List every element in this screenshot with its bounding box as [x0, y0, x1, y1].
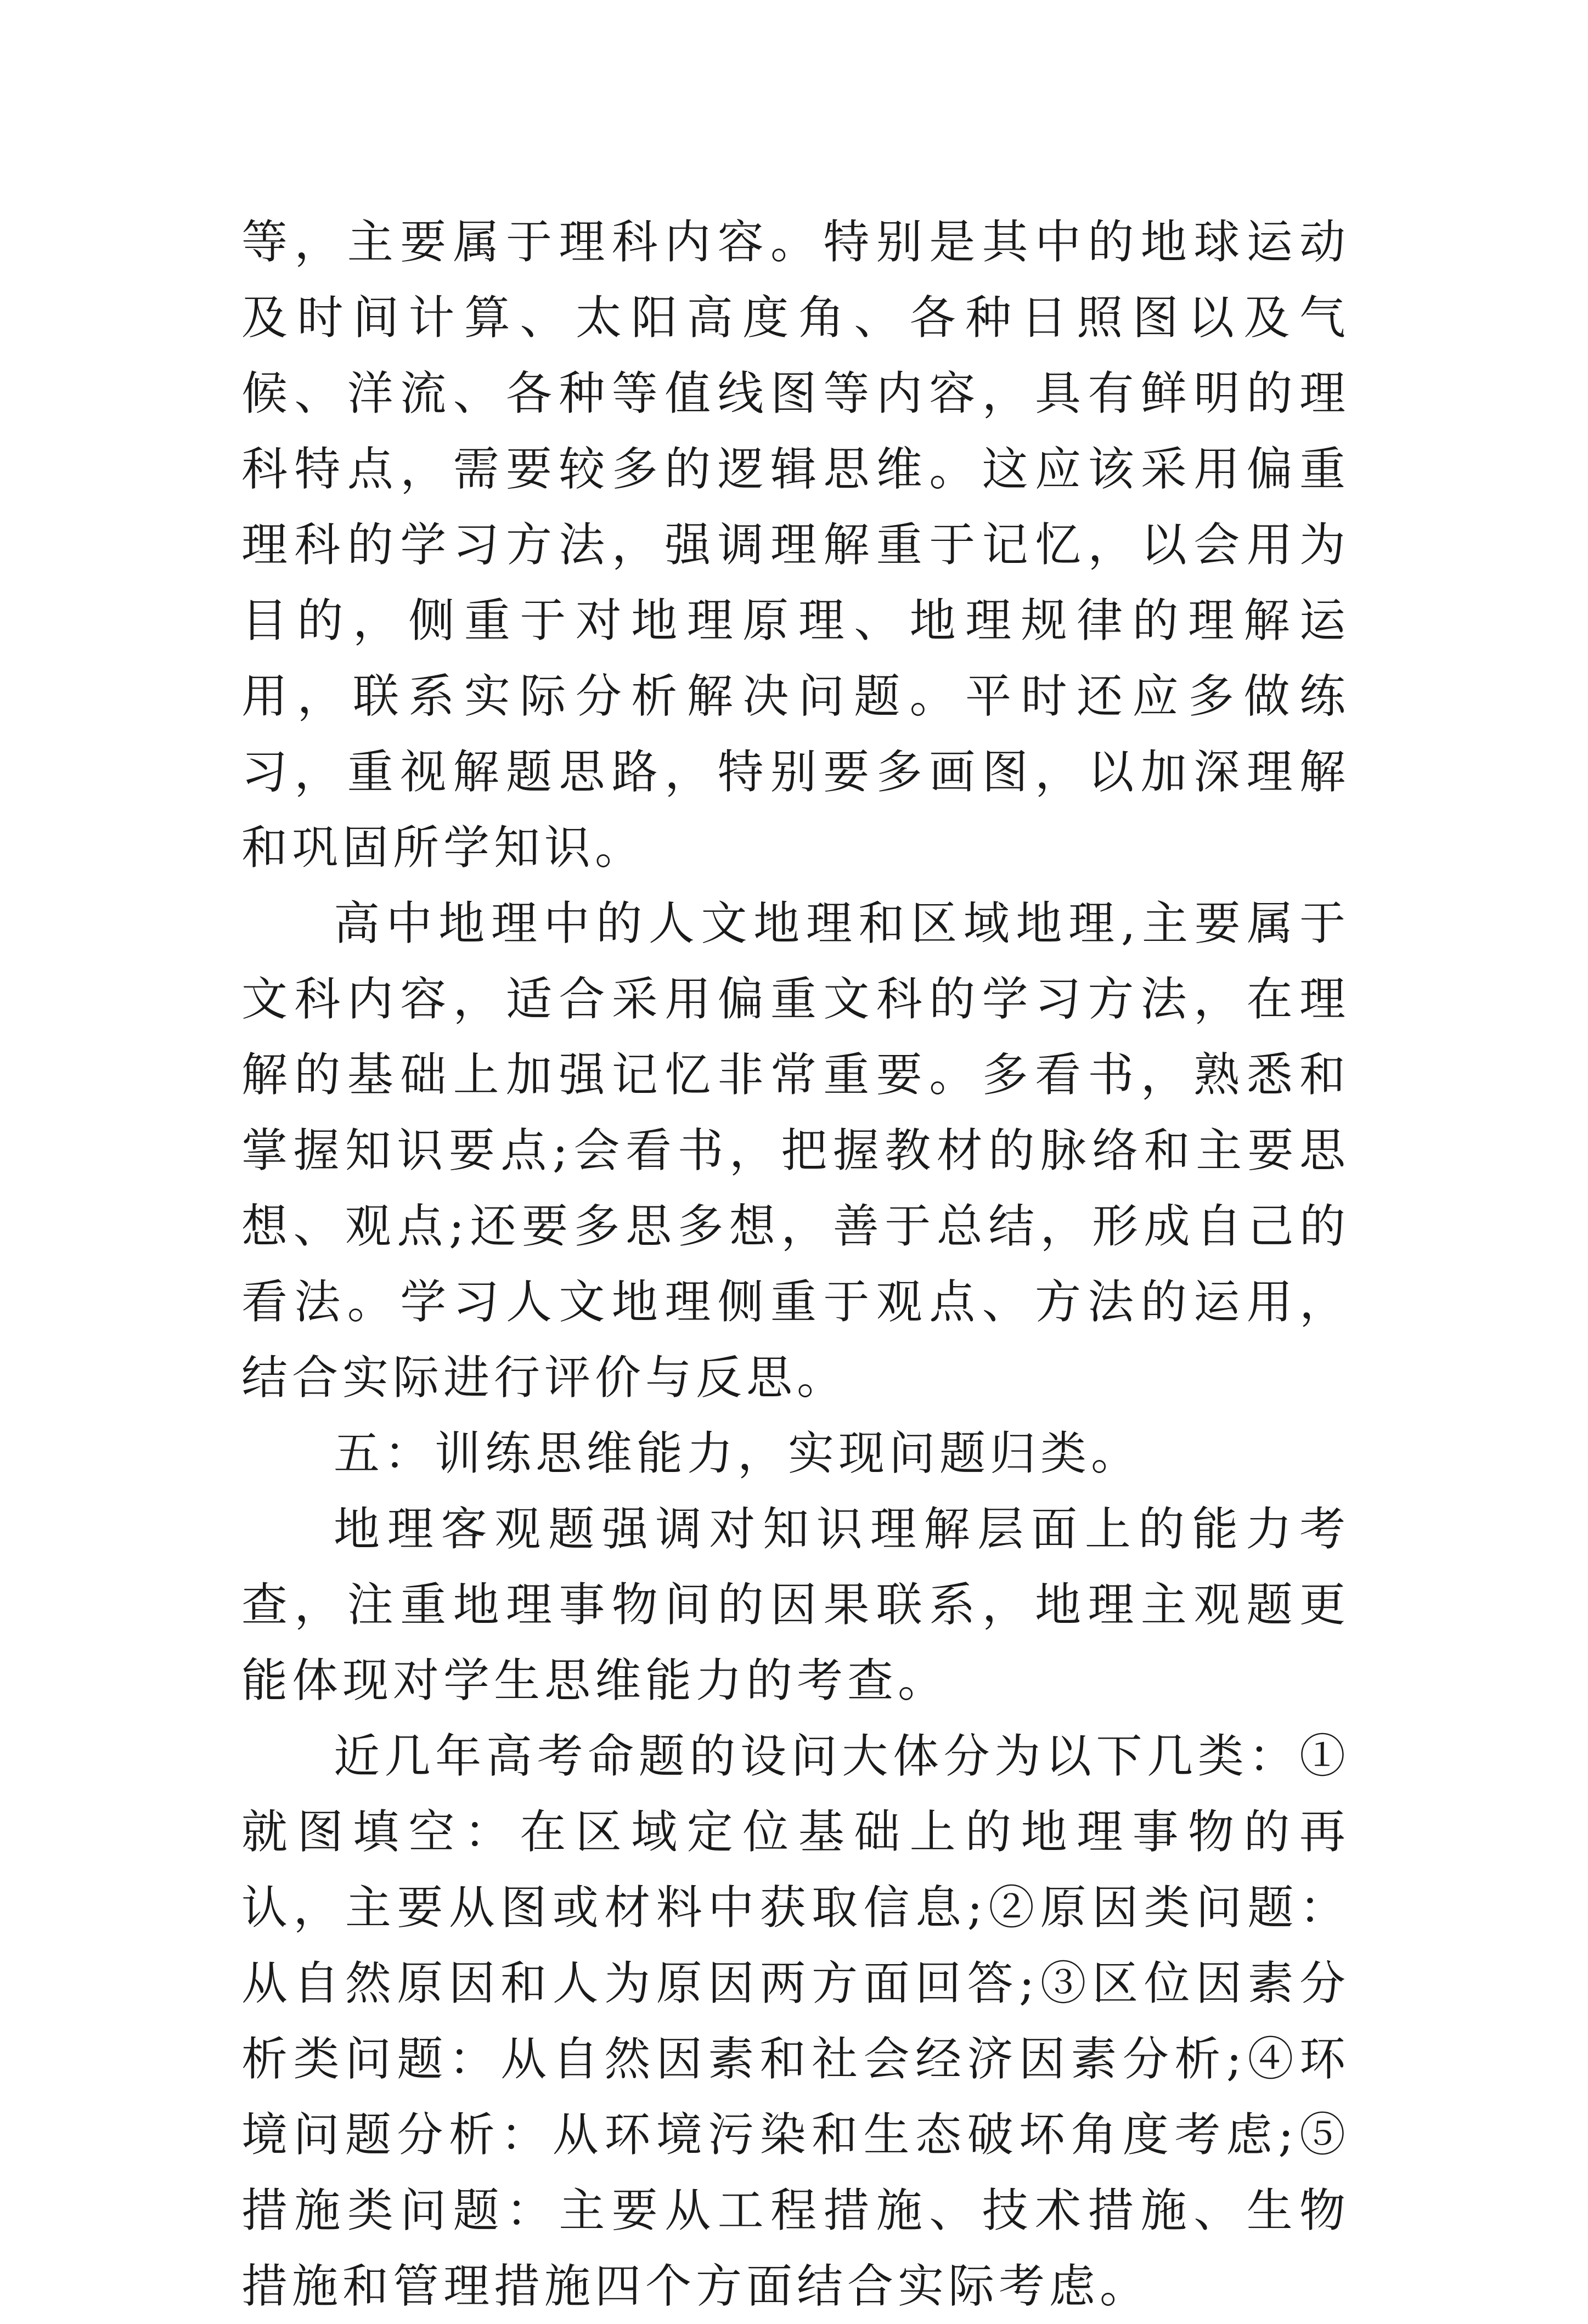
section-heading-5: 五：训练思维能力，实现问题归类。	[334, 1426, 1142, 1480]
paragraph-2: 高中地理中的人文地理和区域地理,主要属于文科内容，适合采用偏重文科的学习方法，在理解的基础上加强记忆非常重要。多看书，熟悉和掌握知识要点;会看书，把握教材的脉络和主要思想、观点;还要多思多想，善于总结，形成自己的看法。学习人文地理侧重于观点、方法的运用，结合实际进行评价与反思。	[241, 896, 1350, 1404]
body-text	[241, 204, 1350, 2324]
paragraph-1: 等，主要属于理科内容。特别是其中的地球运动及时间计算、太阳高度角、各种日照图以及气候、洋流、各种等值线图等内容，具有鲜明的理科特点，需要较多的逻辑思维。这应该采用偏重理科的学习方法，强调理解重于记忆，以会用为目的，侧重于对地理原理、地理规律的理解运用，联系实际分析解决问题。平时还应多做练习，重视解题思路，特别要多画图，以加深理解和巩固所学知识。	[241, 215, 1350, 875]
paragraph-5: 近几年高考命题的设问大体分为以下几类：①就图填空：在区域定位基础上的地理事物的再认，主要从图或材料中获取信息;②原因类问题：从自然原因和人为原因两方面回答;③区位因素分析类问题：从自然因素和社会经济因素分析;④环境问题分析：从环境污染和生态破坏角度考虑;⑤措施类问题：主要从工程措施、技术措施、生物措施和管理措施四个方面结合实际考虑。	[241, 1729, 1350, 2313]
paragraph-4: 地理客观题强调对知识理解层面上的能力考查，注重地理事物间的因果联系，地理主观题更能体现对学生思维能力的考查。	[241, 1502, 1350, 1707]
